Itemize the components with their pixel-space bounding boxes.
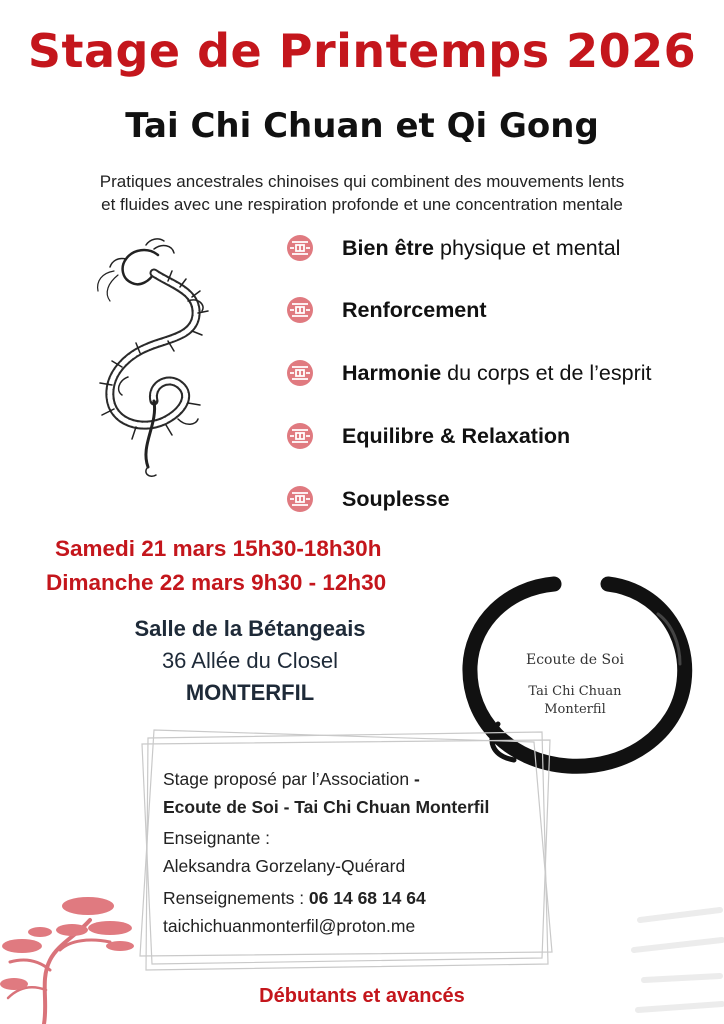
- date-sunday: Dimanche 22 mars 9h30 - 12h30: [46, 570, 387, 595]
- date-saturday: Samedi 21 mars 15h30-18h30h: [55, 536, 382, 561]
- chinese-shou-symbol-icon: [285, 421, 315, 451]
- description-line-1: Pratiques ancestrales chinoises qui combinent des mouvements lents: [99, 172, 625, 191]
- chinese-shou-symbol-icon: [285, 233, 315, 263]
- description: [0, 170, 724, 216]
- teacher-label: Enseignante :: [163, 828, 271, 848]
- contact-line: Renseignements : 06 14 68 14 64: [163, 888, 426, 908]
- benefit-item: [285, 483, 450, 515]
- dragon-illustration: [88, 235, 218, 480]
- chinese-shou-symbol-icon: [285, 358, 315, 388]
- email-address[interactable]: taichichuanmonterfil@proton.me: [163, 916, 416, 936]
- page-title: Stage de Printemps 2026: [27, 24, 697, 78]
- benefit-item: [285, 357, 652, 389]
- benefit-text: Harmonie du corps et de l’esprit: [342, 360, 652, 385]
- phone-number[interactable]: 06 14 68 14 64: [308, 888, 426, 908]
- page-subtitle: Tai Chi Chuan et Qi Gong: [125, 106, 599, 146]
- chinese-shou-symbol-icon: [285, 295, 315, 325]
- benefit-text: Equilibre & Relaxation: [342, 423, 571, 448]
- benefit-text: Souplesse: [342, 486, 450, 511]
- logo-line-3: Monterfil: [544, 702, 606, 717]
- association-name: Ecoute de Soi - Tai Chi Chuan Monterfil: [163, 797, 490, 817]
- benefit-item: [285, 294, 487, 326]
- benefit-item: [285, 232, 620, 264]
- venue-name: Salle de la Bétangeais: [134, 616, 366, 641]
- association-line: Stage proposé par l’Association -: [163, 769, 420, 789]
- venue-street: 36 Allée du Closel: [161, 648, 339, 673]
- benefit-text: Renforcement: [342, 297, 487, 322]
- info-box-frame: [138, 724, 558, 976]
- description-line-2: et fluides avec une respiration profonde et une concentration mentale: [101, 195, 623, 214]
- venue-city: MONTERFIL: [185, 680, 315, 705]
- level-footer: Débutants et avancés: [259, 985, 465, 1007]
- logo-line-2: Tai Chi Chuan: [528, 684, 622, 699]
- benefit-item: [285, 420, 570, 452]
- chinese-shou-symbol-icon: [285, 484, 315, 514]
- logo-line-1: Ecoute de Soi: [525, 652, 625, 668]
- benefit-text: Bien être physique et mental: [342, 235, 621, 260]
- teacher-name: Aleksandra Gorzelany-Quérard: [163, 856, 406, 876]
